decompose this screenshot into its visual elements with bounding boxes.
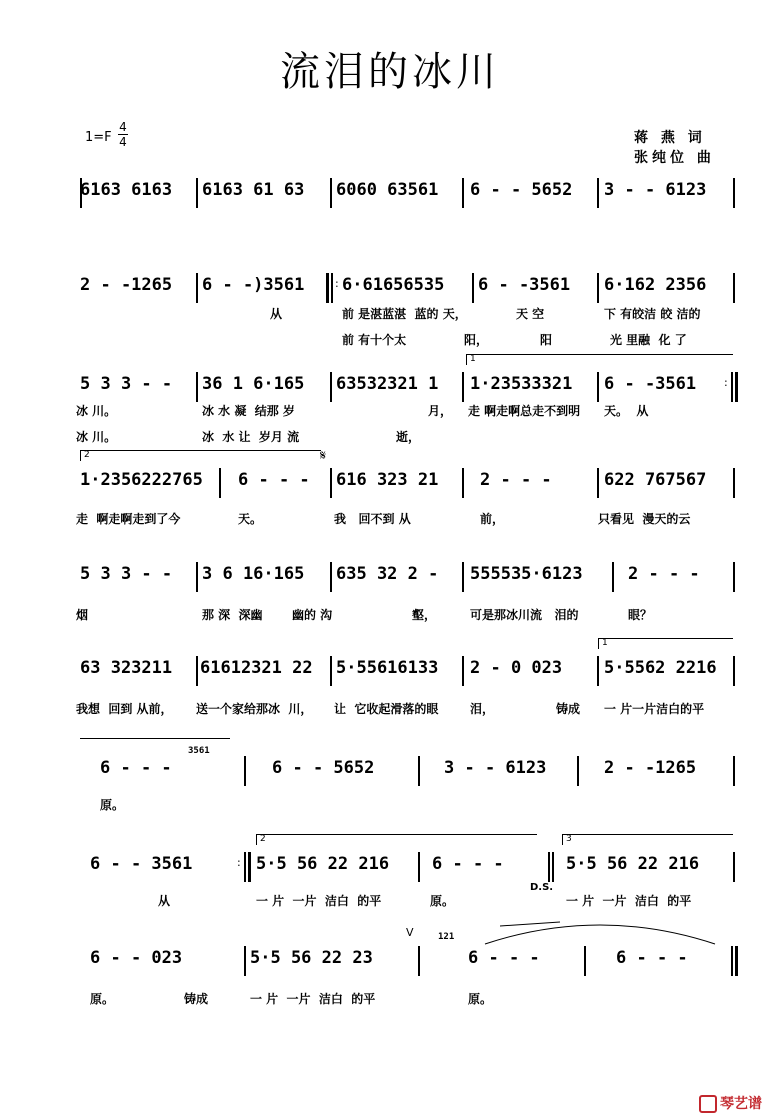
measure: 6163 6163 xyxy=(80,180,173,200)
measure: 6 - - 023 xyxy=(90,948,183,968)
lyric: 冰 水 让 岁月 流 xyxy=(202,430,300,444)
lyric: 我想 回到 从前， xyxy=(76,702,173,716)
measure: 3 - - 6123 xyxy=(444,758,547,778)
lyric: 阳， xyxy=(464,333,489,347)
measure: 3 6 16·165 xyxy=(202,564,305,584)
measure: 6 - - - xyxy=(432,854,504,874)
grace-notes: 121 xyxy=(438,932,455,942)
measure: 2 - - - xyxy=(628,564,700,584)
lyric: 一 片 一片 洁白 的平 xyxy=(256,894,382,908)
lyric: 眼？ xyxy=(628,608,653,622)
lyricist: 蒋 燕 词 xyxy=(634,130,706,146)
lyric: 冰 川。 xyxy=(76,430,117,444)
measure: 5 3 3 - - xyxy=(80,374,173,394)
lyric: 烟 xyxy=(76,608,89,622)
measure: 6 - -3561 xyxy=(478,275,571,295)
lyric: 原。 xyxy=(90,992,115,1006)
lyric: 让 它收起滑落的眼 xyxy=(334,702,439,716)
lyric: 一 片 一片 洁白 的平 xyxy=(566,894,692,908)
measure: 2 - -1265 xyxy=(604,758,697,778)
lyric: 那 深 深幽 xyxy=(202,608,263,622)
measure: 36 1 6·165 xyxy=(202,374,305,394)
measure: 5·5 56 22 216 xyxy=(566,854,700,874)
measure: 5·5562 2216 xyxy=(604,658,717,678)
measure: 6 - - 5652 xyxy=(470,180,573,200)
lyric: 我 回不到 从 xyxy=(334,512,411,526)
measure: 6 - - - xyxy=(468,948,540,968)
measure: 1·23533321 xyxy=(470,374,573,394)
lyric: 只看见 漫天的云 xyxy=(598,512,691,526)
lyric: 下 有皎洁 皎 洁的 xyxy=(604,307,701,321)
time-signature-top: 4 xyxy=(119,120,127,134)
lyric: 一 片 一片 洁白 的平 xyxy=(250,992,376,1006)
lyric: 一 片一片洁白的平 xyxy=(604,702,705,716)
measure: 6 - - - xyxy=(100,758,172,778)
logo-icon xyxy=(699,1095,717,1113)
measure: 6 - - 5652 xyxy=(272,758,375,778)
lyric: 天 空 xyxy=(516,307,545,321)
lyric: 原。 xyxy=(430,894,455,908)
measure: 5·55616133 xyxy=(336,658,439,678)
measure: 6060 63561 xyxy=(336,180,439,200)
lyric: 月， xyxy=(428,404,453,418)
ds-mark: D.S. xyxy=(530,882,554,893)
time-signature-bottom: 4 xyxy=(119,135,127,149)
measure: 6 - -3561 xyxy=(604,374,697,394)
page-title: 流泪的冰川 xyxy=(280,49,500,95)
measure: 63 323211 xyxy=(80,658,173,678)
lyric: 前 有十个太 xyxy=(342,333,407,347)
measure: 5 3 3 - - xyxy=(80,564,173,584)
lyric: 原。 xyxy=(100,798,125,812)
lyric: 铸成 xyxy=(556,702,581,716)
lyric: 幽的 沟 xyxy=(292,608,333,622)
measure: 2 - -1265 xyxy=(80,275,173,295)
measure: 6163 61 63 xyxy=(202,180,305,200)
measure: 5·5 56 22 23 xyxy=(250,948,373,968)
measure: 635 32 2 - xyxy=(336,564,439,584)
measure: 61612321 22 xyxy=(200,658,313,678)
measure: 63532321 1 xyxy=(336,374,439,394)
lyric: 阳 xyxy=(540,333,553,347)
measure: 6·162 2356 xyxy=(604,275,707,295)
lyric: 从 xyxy=(270,307,283,321)
measure: 555535·6123 xyxy=(470,564,583,584)
lyric: 原。 xyxy=(468,992,493,1006)
slur-icon xyxy=(480,916,720,946)
lyric: 前， xyxy=(480,512,505,526)
measure: 5·5 56 22 216 xyxy=(256,854,390,874)
lyric: 走 啊走啊走到了今 xyxy=(76,512,181,526)
measure: 3 - - 6123 xyxy=(604,180,707,200)
measure: 2 - - - xyxy=(480,470,552,490)
measure: 616 323 21 xyxy=(336,470,439,490)
grace-notes: 3561 xyxy=(188,746,210,756)
lyric: 泪， xyxy=(470,702,495,716)
lyric: 壑， xyxy=(412,608,437,622)
lyric: 走 啊走啊总走不到明 xyxy=(468,404,581,418)
time-signature xyxy=(118,120,128,149)
lyric: 铸成 xyxy=(184,992,209,1006)
lyric: 光 里融 化 了 xyxy=(610,333,687,347)
measure: 6 - -)3561 xyxy=(202,275,305,295)
measure: 6 - - 3561 xyxy=(90,854,193,874)
measure: 6·61656535 xyxy=(342,275,445,295)
measure: 622 767567 xyxy=(604,470,707,490)
watermark: 琴艺谱 xyxy=(699,1093,762,1113)
lyric: 天。 xyxy=(238,512,263,526)
lyric: 送一个家给那冰 川， xyxy=(196,702,313,716)
lyric: 逝， xyxy=(396,430,421,444)
lyric: 冰 川。 xyxy=(76,404,117,418)
measure: 1·2356222765 xyxy=(80,470,203,490)
lyric: 冰 水 凝 结那 岁 xyxy=(202,404,295,418)
lyric: 从 xyxy=(158,894,171,908)
segno-icon: 𝄋 xyxy=(320,448,327,464)
measure: 6 - - - xyxy=(238,470,310,490)
measure: 2 - 0 023 xyxy=(470,658,563,678)
measure: 6 - - - xyxy=(616,948,688,968)
composer: 张纯位 曲 xyxy=(634,150,715,166)
key-signature: 1=F xyxy=(85,130,112,145)
lyric: 天。 从 xyxy=(604,404,649,418)
lyric: 前 是湛蓝湛 蓝的 天， xyxy=(342,307,467,321)
credits xyxy=(634,128,715,168)
lyric: 可是那冰川流 泪的 xyxy=(470,608,579,622)
